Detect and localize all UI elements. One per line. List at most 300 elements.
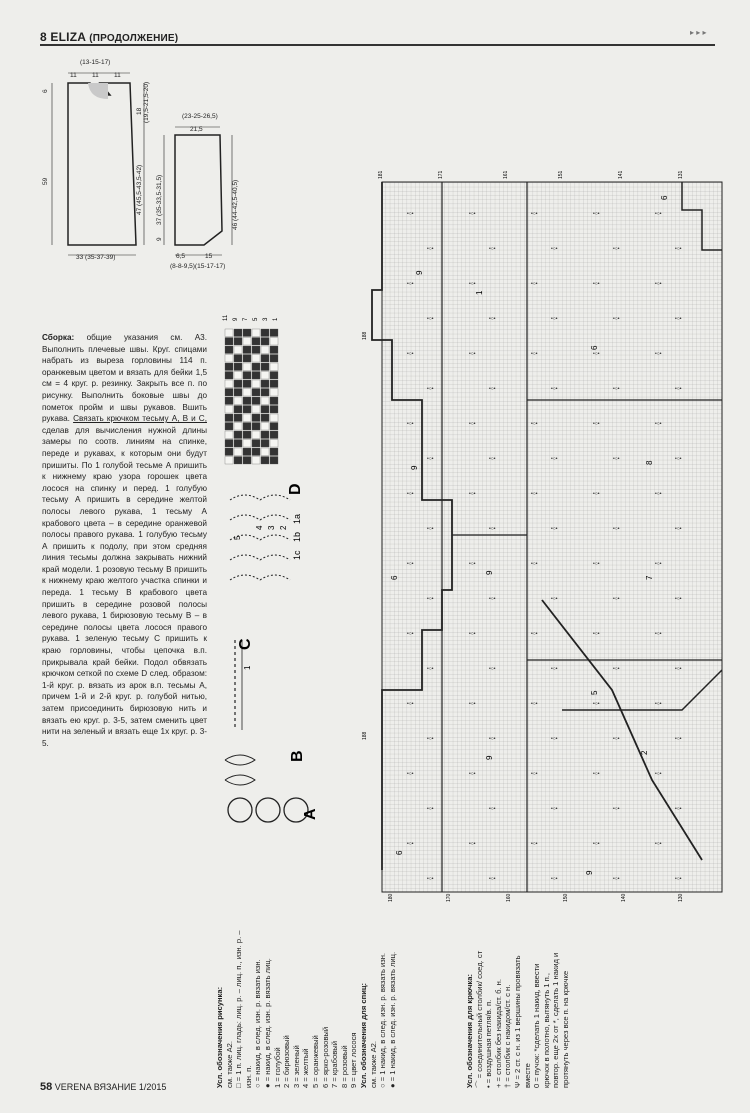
small-chart-cell [225, 338, 233, 346]
stitch-symbol: •○• [531, 281, 538, 287]
stitch-symbol: •○• [593, 421, 600, 427]
legend-item: • = воздушная петля/в. п. [484, 999, 494, 1088]
stitch-symbol: •○• [489, 666, 496, 672]
stitch-symbol: •○• [489, 806, 496, 812]
small-chart-cell [252, 457, 260, 465]
corner-mark: ▸ ▸ ▸ [690, 28, 707, 37]
small-chart-cell [261, 431, 269, 439]
stitch-symbol: •○• [593, 631, 600, 637]
stitch-symbol: •○• [427, 666, 434, 672]
stitch-symbol: •○• [531, 421, 538, 427]
top-part-2: 11 [92, 72, 99, 79]
grid-bottom-160: 160 [506, 893, 512, 902]
small-chart-cell [234, 406, 242, 414]
color-digit: 9 [485, 755, 494, 760]
small-chart-cell [261, 406, 269, 414]
small-chart-cell [234, 338, 242, 346]
small-chart-cell [252, 389, 260, 397]
small-chart-cell [252, 355, 260, 363]
small-chart-cell [225, 457, 233, 465]
small-chart-cell [252, 414, 260, 422]
small-chart-cell [225, 355, 233, 363]
stitch-symbol: •○• [407, 631, 414, 637]
grid-top-161: 161 [503, 170, 509, 179]
small-chart-cell [234, 431, 242, 439]
stitch-symbol: •○• [427, 246, 434, 252]
round-1a: 1a [292, 513, 302, 524]
sleeve-cuff-height: 9 [156, 237, 163, 241]
grid-side-188a: 188 [362, 331, 368, 340]
stitch-symbol: •○• [613, 806, 620, 812]
grid-top-181: 181 [378, 170, 384, 179]
stitch-symbol: •○• [407, 211, 414, 217]
small-chart-cell [225, 423, 233, 431]
small-chart-cell [252, 380, 260, 388]
small-chart-cell [270, 406, 278, 414]
stitch-symbol: •○• [675, 386, 682, 392]
stitch-symbol: •○• [531, 771, 538, 777]
stitch-symbol: •○• [655, 491, 662, 497]
stitch-symbol: •○• [655, 631, 662, 637]
small-chart-cell [252, 431, 260, 439]
top-part-3: 11 [114, 72, 121, 79]
color-digit: 1 [475, 290, 484, 295]
color-digit: 6 [590, 345, 599, 350]
stitch-symbol: •○• [407, 281, 414, 287]
stitch-symbol: •○• [551, 806, 558, 812]
legend-item: ● = 1 накид, в след. изн. р. вязать лиц. [387, 951, 397, 1088]
small-chart-cell [234, 363, 242, 371]
small-row-3: 3 [263, 317, 269, 321]
color-digit: 8 [645, 460, 654, 465]
small-chart-cell [225, 329, 233, 337]
stitch-symbol: •○• [551, 736, 558, 742]
stitch-symbol: •○• [427, 526, 434, 532]
stitch-symbol: •○• [675, 316, 682, 322]
stitch-symbol: •○• [675, 596, 682, 602]
small-chart-cell [225, 448, 233, 456]
stitch-symbol: •○• [613, 666, 620, 672]
small-chart-cell [225, 440, 233, 448]
assembly-title: Сборка: [42, 333, 75, 342]
motif-a-label: A [302, 808, 319, 820]
small-chart-cell [225, 406, 233, 414]
stitch-symbol: •○• [613, 386, 620, 392]
legend-item: 4 = желтый [301, 1048, 311, 1088]
small-chart-cell [270, 431, 278, 439]
small-chart-cell [234, 440, 242, 448]
small-chart-cell [270, 329, 278, 337]
assembly-underlined: Связать крючком тесьму А, В и С, [73, 414, 207, 424]
sleeve-top-sizes: (23-25-26,5) [182, 113, 218, 120]
small-chart-cell [261, 346, 269, 354]
stitch-symbol: •○• [489, 736, 496, 742]
sleeve-bottom-sizes: (8-8-9,5)(15-17-17) [170, 263, 226, 270]
crochet-motifs [220, 483, 320, 850]
small-chart-cell [243, 440, 251, 448]
legend-item: ⌒ = соединительный столбик/ соед. ст [474, 950, 484, 1088]
small-row-11: 11 [223, 314, 229, 321]
small-chart-cell [243, 346, 251, 354]
legend-item: † = столбик с накидом/ст. с н. [503, 984, 513, 1088]
legend-item: ○ = 1 накид, в след. изн. р. вязать изн. [378, 952, 388, 1088]
stitch-symbol: •○• [613, 246, 620, 252]
armhole-depth: 18 [136, 107, 143, 115]
assembly-text-1: общие указания см. А3. Выполнить плечевые швы. Круг. спицами набрать из выреза горловины 114 п. оранжевым цветом и вязать для бейки 1,5 см = 4 круг. р. резинку. Закрыть все п. по рисунку. Выполнить боковые швы до пометок пройм и швы рукавов. Вшить рукава. [42, 333, 208, 424]
stitch-symbol: •○• [593, 281, 600, 287]
small-chart-cell [252, 397, 260, 405]
small-chart-cell [270, 397, 278, 405]
grid-bottom-150: 150 [563, 893, 569, 902]
small-chart-cell [261, 397, 269, 405]
stitch-symbol: •○• [551, 386, 558, 392]
motif-a [228, 798, 308, 822]
stitch-symbol: •○• [593, 701, 600, 707]
round-1b: 1b [292, 531, 302, 542]
small-row-5: 5 [253, 317, 259, 321]
legend-item: □ = 1 п. лиц. гладь: лиц. р. – лиц. п., изн. р. – изн. п. [234, 930, 253, 1088]
small-chart-cell [270, 380, 278, 388]
pattern-title: ELIZA [50, 30, 86, 44]
legend-item: 7 = крабовый [330, 1041, 340, 1088]
garment-schematic [40, 55, 290, 285]
small-chart-cell [234, 448, 242, 456]
stitch-symbol: •○• [489, 456, 496, 462]
stitch-symbol: •○• [675, 806, 682, 812]
color-digit: 9 [415, 270, 424, 275]
stitch-symbol: •○• [593, 771, 600, 777]
stitch-symbol: •○• [531, 631, 538, 637]
round-2: 2 [279, 525, 288, 530]
motif-d-label: D [287, 483, 304, 495]
motif-b-label: B [289, 750, 306, 762]
small-chart-cell [261, 363, 269, 371]
small-chart-cell [234, 414, 242, 422]
color-digit: 9 [410, 465, 419, 470]
top-part-1: 11 [70, 72, 77, 79]
stitch-symbol: •○• [427, 876, 434, 882]
small-chart-cell [252, 329, 260, 337]
legend-item: 1 = голубой [272, 1047, 282, 1088]
small-chart-cell [243, 363, 251, 371]
small-chart-cell [261, 414, 269, 422]
stitch-symbol: •○• [675, 666, 682, 672]
small-chart-cell [225, 363, 233, 371]
motif-b [225, 755, 255, 785]
small-chart-cell [234, 372, 242, 380]
sleeve-length: 37 (35-33,5-31,5) [156, 174, 163, 225]
stitch-symbol: •○• [469, 701, 476, 707]
legend-crochet-title: Усл. обозначения для крючка: [465, 974, 474, 1088]
sleeve-bottom-a: 6,5 [176, 253, 186, 260]
stitch-symbol: •○• [407, 491, 414, 497]
small-chart-cell [270, 423, 278, 431]
small-chart-cell [252, 406, 260, 414]
small-chart-cell [243, 389, 251, 397]
stitch-symbol: •○• [675, 876, 682, 882]
stitch-symbol: •○• [551, 666, 558, 672]
small-chart-cell [234, 380, 242, 388]
stitch-symbol: •○• [407, 561, 414, 567]
small-chart-cell [270, 414, 278, 422]
stitch-symbol: •○• [593, 841, 600, 847]
motif-c-label: C [237, 638, 254, 650]
small-chart-cell [225, 389, 233, 397]
stitch-symbol: •○• [551, 316, 558, 322]
small-chart-cell [252, 346, 260, 354]
legend-pattern-ref: см. также А2. [224, 1041, 234, 1088]
legend-item: ● = накид, в след. изн. р. вязать лиц. [262, 958, 272, 1088]
round-4: 4 [255, 525, 264, 530]
stitch-symbol: •○• [613, 876, 620, 882]
stitch-symbol: •○• [655, 561, 662, 567]
stitch-symbol: •○• [531, 841, 538, 847]
small-chart-cell [252, 372, 260, 380]
legend-pattern [215, 928, 397, 1088]
stitch-symbol: •○• [427, 736, 434, 742]
page-footer [40, 1081, 166, 1093]
color-digit: 9 [485, 570, 494, 575]
back-width: 33 (35-37-39) [76, 254, 116, 261]
grid-top-151: 151 [558, 170, 564, 179]
stitch-symbol: •○• [531, 561, 538, 567]
legend-item: 6 = ярко-розовый [320, 1026, 330, 1088]
stitch-symbol: •○• [613, 316, 620, 322]
stitch-symbol: •○• [469, 631, 476, 637]
stitch-symbol: •○• [427, 596, 434, 602]
color-digit: 9 [585, 870, 594, 875]
small-chart-cell [243, 448, 251, 456]
stitch-symbol: •○• [427, 806, 434, 812]
stitch-symbol: •○• [551, 876, 558, 882]
legend-item: 8 = розовый [339, 1045, 349, 1088]
pattern-number: 8 [40, 30, 47, 44]
stitch-symbol: •○• [613, 596, 620, 602]
stitch-symbol: •○• [489, 386, 496, 392]
stitch-symbol: •○• [655, 211, 662, 217]
sleeve-bottom-b: 15 [205, 253, 213, 260]
stitch-symbol: •○• [489, 316, 496, 322]
small-chart-cell [243, 380, 251, 388]
stitch-symbol: •○• [655, 281, 662, 287]
stitch-symbol: •○• [531, 211, 538, 217]
small-chart-cell [261, 423, 269, 431]
stitch-symbol: •○• [613, 456, 620, 462]
small-chart-cell [252, 440, 260, 448]
small-chart-cell [261, 457, 269, 465]
small-chart-cell [252, 423, 260, 431]
small-row-9: 9 [233, 317, 239, 321]
stitch-symbol: •○• [655, 351, 662, 357]
small-chart-cell [243, 329, 251, 337]
stitch-symbol: •○• [675, 736, 682, 742]
round-3: 3 [267, 525, 276, 530]
small-chart-cell [225, 346, 233, 354]
stitch-symbol: •○• [593, 351, 600, 357]
small-chart-cell [243, 457, 251, 465]
stitch-symbol: •○• [531, 351, 538, 357]
small-chart-cell [243, 431, 251, 439]
stitch-symbol: •○• [551, 596, 558, 602]
color-digit: 5 [590, 690, 599, 695]
legend-item: 9 = цвет лосося [349, 1032, 359, 1088]
small-chart-cell [225, 372, 233, 380]
small-chart-cell [270, 440, 278, 448]
legend-item: 0 = пучок: *сделать 1 накид, ввести крючок в полотно, вытянуть 1 п., повтор. еще 2х от *, сделать 1 накид и протянуть через все п. на крючке [532, 952, 570, 1088]
stitch-symbol: •○• [469, 281, 476, 287]
grid-bottom-140: 140 [621, 893, 627, 902]
stitch-symbol: •○• [469, 421, 476, 427]
color-digit: 6 [390, 575, 399, 580]
small-chart-cell [270, 346, 278, 354]
stitch-symbol: •○• [407, 351, 414, 357]
stitch-symbol: •○• [469, 561, 476, 567]
small-chart-cell [234, 346, 242, 354]
stitch-symbol: •○• [593, 211, 600, 217]
small-chart-cell [261, 389, 269, 397]
color-digit: 7 [645, 575, 654, 580]
small-chart-cell [261, 440, 269, 448]
small-chart-cell [270, 448, 278, 456]
page-number: 58 [40, 1081, 53, 1093]
round-5: 5 [233, 535, 242, 540]
small-chart-cell [270, 363, 278, 371]
stitch-symbol: •○• [531, 491, 538, 497]
legend-item: Ψ = 2 ст. с н. из 1 вершины провязать вместе [512, 955, 532, 1088]
small-chart-cell [261, 338, 269, 346]
small-chart-cell [261, 372, 269, 380]
small-chart-cell [243, 355, 251, 363]
small-pattern-chart [222, 315, 282, 470]
stitch-symbol: •○• [407, 771, 414, 777]
legend-item: 2 = бирюзовый [282, 1035, 292, 1088]
stitch-symbol: •○• [655, 841, 662, 847]
stitch-symbol: •○• [469, 491, 476, 497]
small-chart-cell [234, 355, 242, 363]
stitch-symbol: •○• [551, 456, 558, 462]
left-measure-top: 6 [42, 89, 49, 93]
stitch-symbol: •○• [613, 526, 620, 532]
motif-c-round: 1 [243, 665, 252, 670]
stitch-symbol: •○• [469, 771, 476, 777]
small-chart-cell [252, 363, 260, 371]
legend-item: + = столбик без накида/ст. б. н. [493, 979, 503, 1088]
small-chart-cell [261, 448, 269, 456]
legend-item: 3 = зеленый [291, 1045, 301, 1088]
small-chart-cell [252, 338, 260, 346]
magazine-name: VERENA ВЯЗАНИЕ 1/2015 [54, 1082, 167, 1092]
legend-knit-title: Усл. обозначения для спиц: [358, 982, 368, 1088]
grid-top-141: 141 [618, 170, 624, 179]
stitch-symbol: •○• [531, 701, 538, 707]
small-chart-cell [270, 338, 278, 346]
stitch-symbol: •○• [593, 491, 600, 497]
legend-item: 5 = оранжевый [310, 1035, 320, 1088]
stitch-symbol: •○• [489, 596, 496, 602]
stitch-symbol: •○• [407, 701, 414, 707]
stitch-symbol: •○• [655, 771, 662, 777]
back-top-sizes: (13-15-17) [80, 59, 111, 66]
small-chart-cell [243, 372, 251, 380]
pattern-subtitle: (ПРОДОЛЖЕНИЕ) [89, 33, 179, 44]
stitch-symbol: •○• [489, 526, 496, 532]
stitch-symbol: •○• [675, 246, 682, 252]
stitch-symbol: •○• [427, 456, 434, 462]
small-chart-cell [243, 423, 251, 431]
grid-side-188b: 188 [362, 731, 368, 740]
assembly-text-2: сделав для вычисления нужной длины замеры по соотв. линиям на спинке, переде и рукавах, к которым они будут пришиты. По 1 голубой тесьме А пришить к нижнему краю узора горошек цвета лосося на спинку и перед. 1 голубую тесьму А пришить в середине желтой полосы левого рукава, 1 тесьму А крабового цвета – в середине оранжевой полосы правого рукава. 1 голубую тесьму А пришить к подолу, при этом средняя линия тесьмы должна закрывать нижний край модели. 1 розовую тесьму В пришить к нижнему краю желтого участка спинки и переда. 1 тесьму В крабового цвета пришить в середине розовой полосы левого рукава, 1 бирюзовую тесьму В – в середине полосы цвета лосося правого рукава. 1 зеленую тесьму С пришить к краю горловины, чтобы цепочка в.п. прикрывала край бейки. Подол обвязать крючком сеткой по схеме D след. образом: 1-й круг. р. вязать из арок в.п. тесьмы А, причем 1-й и 2-й круг. р. голубой нитью, затем присоединить бирюзовую нить и вязать ею круг. р. 3-5, затем сменить цвет нити на зеленый и вязать еще 1х круг. р. 3-5. [42, 425, 207, 748]
motif-c [235, 640, 242, 730]
small-chart-cell [243, 338, 251, 346]
grid-top-171: 171 [438, 170, 444, 179]
small-chart-cell [225, 431, 233, 439]
small-row-7: 7 [243, 317, 249, 321]
stitch-symbol: •○• [489, 246, 496, 252]
sleeve-side-length: 46 (44-42,5-40,5) [232, 179, 239, 230]
small-row-1: 1 [273, 317, 279, 321]
stitch-symbol: •○• [469, 351, 476, 357]
sleeve-top-width: 21,5 [190, 126, 203, 133]
color-digit: 6 [395, 850, 404, 855]
small-chart-cell [225, 397, 233, 405]
small-chart-cell [270, 372, 278, 380]
small-chart-cell [243, 406, 251, 414]
small-chart-cell [234, 457, 242, 465]
stitch-symbol: •○• [675, 456, 682, 462]
armhole-sizes: (19,5-21,5-20) [143, 81, 150, 123]
small-chart-cell [270, 457, 278, 465]
stitch-symbol: •○• [613, 736, 620, 742]
stitch-symbol: •○• [489, 876, 496, 882]
main-pattern-chart [352, 170, 722, 905]
color-digit: 2 [640, 750, 649, 755]
grid-top-131: 131 [678, 170, 684, 179]
stitch-symbol: •○• [427, 386, 434, 392]
small-chart-cell [252, 448, 260, 456]
small-chart-cell [234, 329, 242, 337]
stitch-symbol: •○• [407, 841, 414, 847]
stitch-symbol: •○• [675, 526, 682, 532]
grid-bottom-130: 130 [678, 893, 684, 902]
small-chart-cell [234, 389, 242, 397]
color-digit: 6 [660, 195, 669, 200]
stitch-symbol: •○• [655, 701, 662, 707]
small-chart-cell [270, 355, 278, 363]
legend-item: ○ = накид, в след. изн. р. вязать изн. [253, 959, 263, 1088]
stitch-symbol: •○• [655, 421, 662, 427]
small-chart-cell [270, 389, 278, 397]
header-rule [40, 44, 715, 46]
small-chart-cell [225, 414, 233, 422]
small-chart-cell [234, 397, 242, 405]
page-header [40, 30, 178, 44]
small-chart-cell [261, 329, 269, 337]
small-chart-cells [225, 329, 278, 464]
grid-bottom-180: 180 [388, 893, 394, 902]
legend-knit-ref: см. также А2. [368, 1041, 378, 1088]
small-chart-cell [243, 414, 251, 422]
assembly-instructions [42, 332, 207, 749]
grid-bottom-170: 170 [446, 893, 452, 902]
small-chart-cell [261, 380, 269, 388]
small-chart-cell [234, 423, 242, 431]
stitch-symbol: •○• [407, 421, 414, 427]
stitch-symbol: •○• [469, 841, 476, 847]
round-1c: 1c [292, 550, 302, 560]
left-measure-main: 59 [42, 177, 49, 185]
small-chart-cell [261, 355, 269, 363]
small-chart-cell [225, 380, 233, 388]
